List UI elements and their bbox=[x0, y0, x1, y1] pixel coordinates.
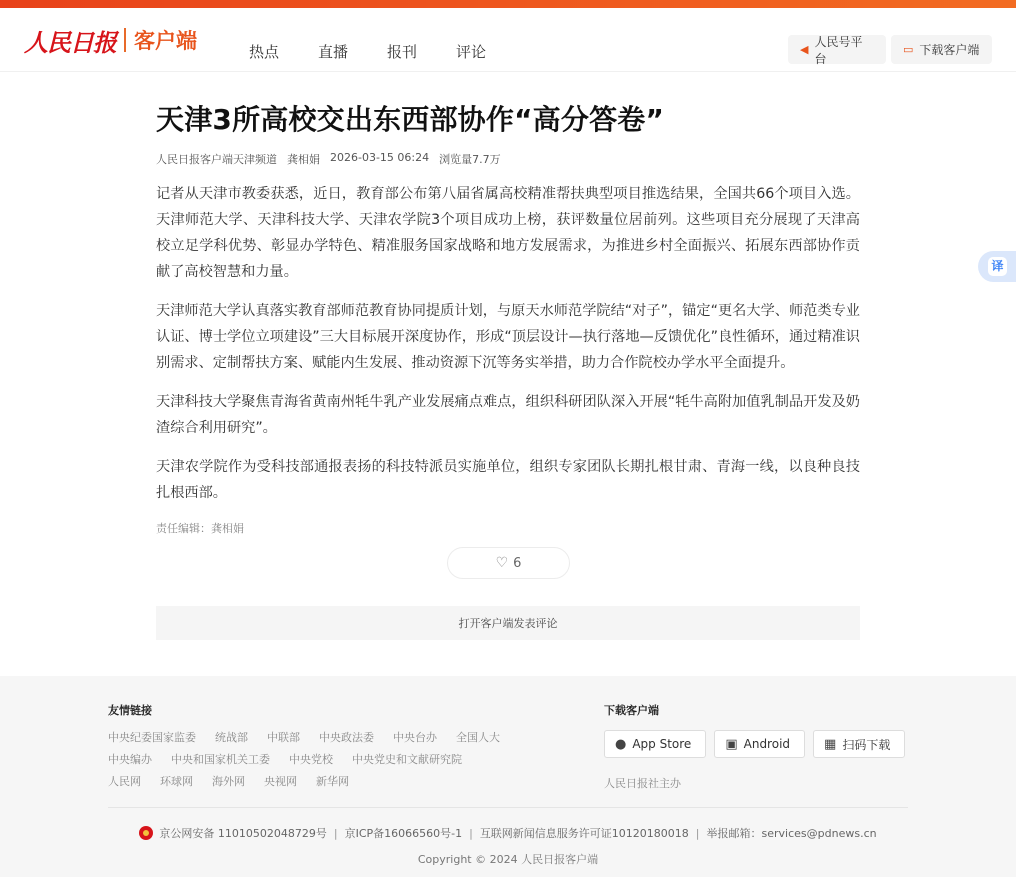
platform-button-label: 人民号平台 bbox=[814, 34, 863, 66]
logo-divider bbox=[124, 28, 126, 52]
separator: | bbox=[695, 826, 700, 840]
site-footer bbox=[0, 676, 1016, 877]
friend-link[interactable]: 海外网 bbox=[212, 775, 245, 788]
separator: | bbox=[469, 826, 473, 840]
friend-link[interactable]: 统战部 bbox=[215, 731, 248, 744]
friend-links-row bbox=[108, 751, 538, 764]
article-paragraph: 天津师范大学认真落实教育部师范教育协同提质计划，与原天水师范学院结“对子”，锚定“更名大学、师范类专业认证、博士学位立项建设”三大目标展开深度协作，形成“顶层设计—执行落地—反馈优化”良性循环，通过精准识别需求、定制帮扶方案、赋能内生发展、推动资源下沉等务实举措，助力合作院校办学水平全面提升。 bbox=[156, 303, 860, 371]
android-button[interactable] bbox=[714, 730, 805, 758]
friend-link[interactable]: 中央党校 bbox=[289, 753, 333, 766]
legal-icp[interactable]: 京ICP备16066560号-1 bbox=[344, 827, 463, 840]
article bbox=[156, 100, 860, 536]
legal-security-record[interactable]: 京公网安备 11010502048729号 bbox=[159, 827, 327, 840]
legal-info bbox=[0, 825, 1016, 841]
friend-link[interactable]: 新华网 bbox=[316, 775, 349, 788]
article-paragraph: 天津农学院作为受科技部通报表扬的科技特派员实施单位，组织专家团队长期扎根甘肃、青海一线，以良种良技扎根西部。 bbox=[156, 459, 860, 501]
qr-download-label: 扫码下载 bbox=[842, 737, 891, 752]
copyright: Copyright © 2024 人民日报客户端 bbox=[417, 853, 599, 866]
like-button[interactable] bbox=[447, 547, 570, 579]
article-editor: 责任编辑：龚相娟 bbox=[156, 522, 244, 535]
legal-report-email: 举报邮箱：services@pdnews.cn bbox=[706, 827, 877, 840]
site-header bbox=[0, 8, 1016, 72]
logo-app-name: 客户端 bbox=[134, 29, 197, 53]
nav-item-hot[interactable]: 热点 bbox=[249, 43, 280, 61]
android-icon: ▣ bbox=[725, 736, 738, 752]
comment-cta-label: 打开客户端发表评论 bbox=[458, 617, 558, 630]
article-views: 浏览量7.7万 bbox=[439, 153, 501, 166]
top-accent-bar bbox=[0, 0, 1024, 8]
android-label: Android bbox=[743, 737, 791, 751]
apple-icon: ● bbox=[615, 736, 627, 752]
article-datetime: 2026-03-15 06:24 bbox=[330, 151, 430, 164]
friend-link[interactable]: 央视网 bbox=[264, 775, 297, 788]
friend-links-title: 友情链接 bbox=[108, 704, 152, 717]
app-logo-icon: ▭ bbox=[903, 43, 914, 56]
friend-links bbox=[108, 729, 538, 795]
friend-links-row bbox=[108, 729, 538, 742]
nav-item-live[interactable]: 直播 bbox=[318, 43, 349, 61]
friend-link[interactable]: 中央党史和文献研究院 bbox=[352, 753, 462, 766]
article-title: 天津3所高校交出东西部协作“高分答卷” bbox=[156, 103, 665, 136]
app-store-button[interactable] bbox=[604, 730, 706, 758]
main-nav bbox=[249, 41, 525, 62]
friend-link[interactable]: 人民网 bbox=[108, 775, 141, 788]
download-buttons bbox=[604, 730, 913, 758]
megaphone-icon: ◀ bbox=[800, 43, 809, 56]
host-org: 人民日报社主办 bbox=[604, 777, 681, 790]
friend-link[interactable]: 中央编办 bbox=[108, 753, 152, 766]
download-app-label: 下载客户端 bbox=[919, 43, 980, 57]
friend-link[interactable]: 环球网 bbox=[160, 775, 193, 788]
nav-item-comment[interactable]: 评论 bbox=[456, 43, 487, 61]
friend-link[interactable]: 全国人大 bbox=[456, 731, 500, 744]
legal-news-license: 互联网新闻信息服务许可证10120180018 bbox=[479, 827, 689, 840]
download-title: 下载客户端 bbox=[604, 704, 659, 717]
friend-link[interactable]: 中央纪委国家监委 bbox=[108, 731, 196, 744]
friend-link[interactable]: 中央和国家机关工委 bbox=[171, 753, 270, 766]
friend-link[interactable]: 中联部 bbox=[267, 731, 300, 744]
friend-links-row bbox=[108, 773, 538, 786]
article-paragraph: 记者从天津市教委获悉，近日，教育部公布第八届省属高校精准帮扶典型项目推选结果，全国共66个项目入选。天津师范大学、天津科技大学、天津农学院3个项目成功上榜，获评数量位居前列。这些项目充分展现了天津高校立足学科优势、彰显办学特色、精准服务国家战略和地方发展需求，为推进乡村全面振兴、拓展东西部协作贡献了高校智慧和力量。 bbox=[156, 186, 860, 280]
scrollbar[interactable] bbox=[1016, 0, 1024, 877]
open-app-comment-button[interactable] bbox=[156, 606, 860, 640]
app-store-label: App Store bbox=[632, 737, 692, 751]
nav-item-newspaper[interactable]: 报刊 bbox=[387, 43, 418, 61]
logo-brand: 人民日报 bbox=[24, 27, 116, 57]
article-source[interactable]: 人民日报客户端天津频道 bbox=[156, 153, 277, 166]
friend-link[interactable]: 中央政法委 bbox=[319, 731, 374, 744]
friend-link[interactable]: 中央台办 bbox=[393, 731, 437, 744]
article-meta bbox=[156, 151, 860, 167]
footer-divider bbox=[108, 807, 908, 808]
heart-icon: ♡ bbox=[495, 555, 509, 571]
qr-code-icon: ▦ bbox=[824, 736, 837, 752]
police-badge-icon bbox=[139, 826, 153, 840]
platform-button[interactable] bbox=[788, 35, 886, 64]
like-count: 6 bbox=[513, 555, 522, 571]
article-author: 龚相娟 bbox=[287, 153, 320, 166]
translate-icon: 译 bbox=[988, 257, 1007, 276]
site-logo[interactable] bbox=[24, 23, 197, 57]
qr-download-button[interactable] bbox=[813, 730, 905, 758]
article-paragraph: 天津科技大学聚焦青海省黄南州牦牛乳产业发展痛点难点，组织科研团队深入开展“牦牛高附加值乳制品开发及奶渣综合利用研究”。 bbox=[156, 394, 860, 436]
download-app-button[interactable] bbox=[891, 35, 992, 64]
separator: | bbox=[333, 826, 338, 840]
